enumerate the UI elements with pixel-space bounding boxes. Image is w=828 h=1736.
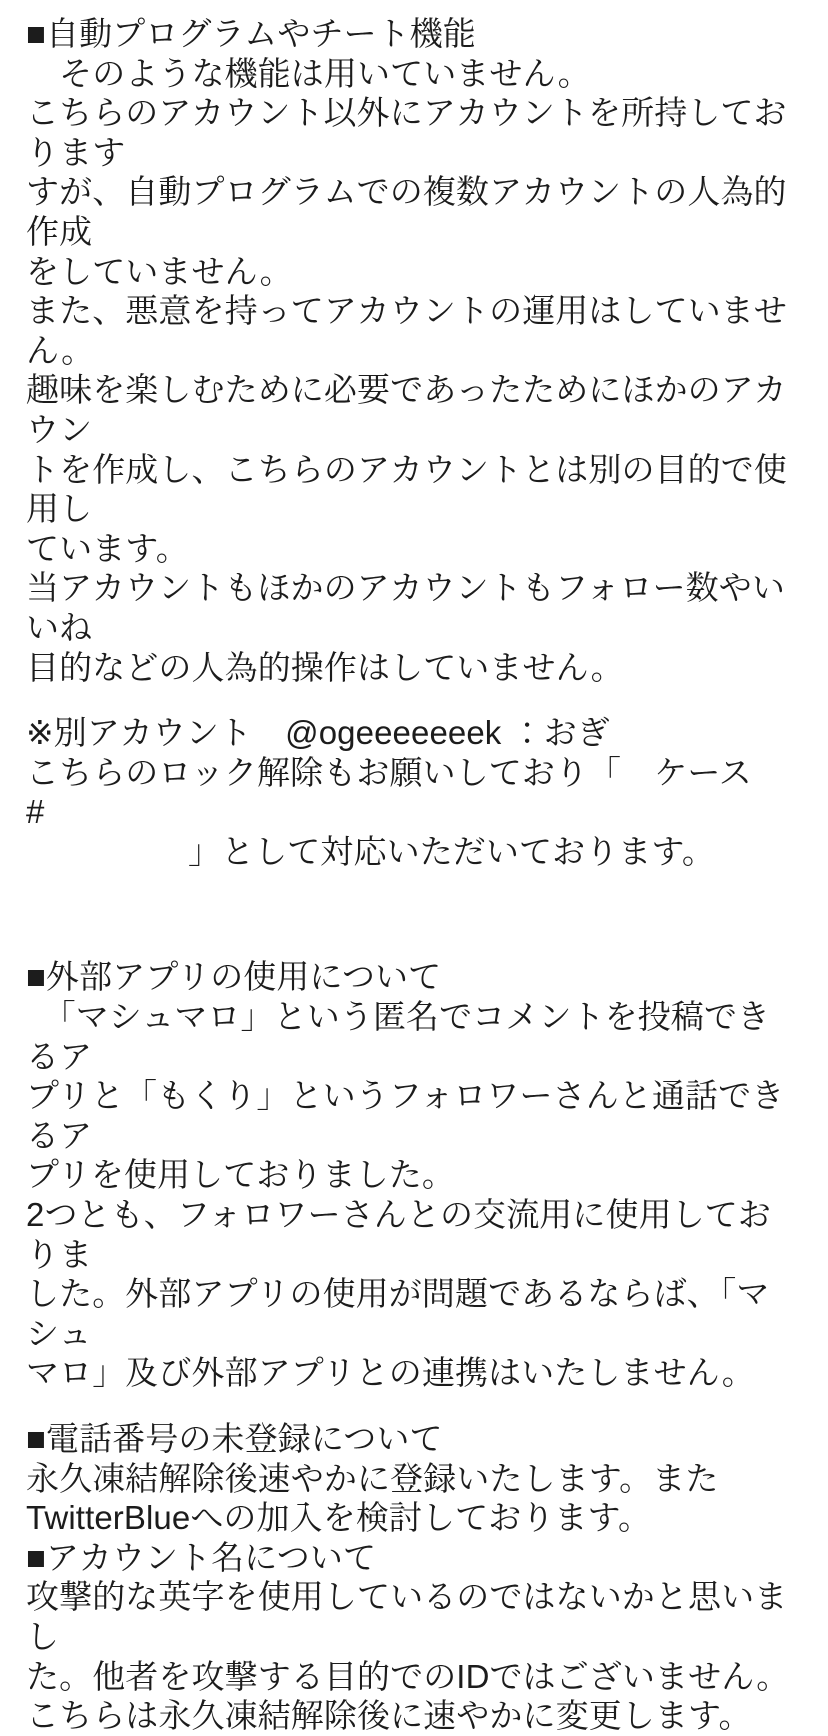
- section-account-name: [26, 1538, 802, 1736]
- paragraph-line: こちらのロック解除もお願いしており「 ケース #: [26, 753, 785, 831]
- paragraph-line: プリを使用しておりました。: [26, 1156, 455, 1194]
- section-heading-auto-program: ■自動プログラムやチート機能: [26, 15, 477, 52]
- paragraph-line: 「マシュマロ」という匿名でコメントを投稿できるア: [26, 998, 771, 1075]
- section-heading-phone-number: ■電話番号の未登録について: [26, 1420, 443, 1457]
- paragraph-line: こちらは永久凍結解除後に速やかに変更します。: [26, 1697, 752, 1735]
- paragraph-line: そのような機能は用いていません。: [26, 54, 591, 92]
- section-auto-program: [26, 14, 802, 687]
- section-gap-large: [26, 871, 802, 957]
- section-other-account: [26, 713, 802, 871]
- paragraph-line: た。他者を攻撃する目的でのIDではございません。: [26, 1657, 790, 1695]
- paragraph-line: ています。: [26, 529, 189, 567]
- section-external-apps: [26, 957, 802, 1393]
- paragraph-line: トを作成し、こちらのアカウントとは別の目的で使用し: [26, 450, 787, 528]
- section-gap: [26, 687, 802, 713]
- paragraph-line: プリと「もくり」というフォロワーさんと通話できるア: [26, 1077, 785, 1154]
- paragraph-line: 当アカウントもほかのアカウントもフォロー数やいいね: [26, 569, 785, 646]
- paragraph-line: マロ」及び外部アプリとの連携はいたしません。: [26, 1354, 755, 1392]
- paragraph-line: 永久凍結解除後速やかに登録いたします。また: [26, 1459, 719, 1497]
- paragraph-line: 攻撃的な英字を使用しているのではないかと思いまし: [26, 1578, 788, 1655]
- section-heading-account-name: ■アカウント名について: [26, 1538, 377, 1576]
- document-body: [26, 14, 802, 1736]
- paragraph-line: 趣味を楽しむために必要であったためにほかのアカウン: [26, 371, 787, 448]
- paragraph-line-indented: 」として対応いただいております。: [188, 832, 715, 870]
- section-heading-external-apps: ■外部アプリの使用について: [26, 958, 442, 996]
- paragraph-line: 目的などの人為的操作はしていません。: [26, 648, 624, 686]
- section-gap: [26, 1393, 802, 1419]
- paragraph-line: また、悪意を持ってアカウントの運用はしていません。: [26, 292, 787, 369]
- paragraph-line: すが、自動プログラムでの複数アカウントの人為的作成: [26, 173, 787, 250]
- paragraph-line: 2つとも、フォロワーさんとの交流用に使用しておりま: [26, 1196, 772, 1273]
- paragraph-line: をしていません。: [26, 252, 293, 290]
- paragraph-line: こちらのアカウント以外にアカウントを所持しております: [26, 94, 787, 171]
- paragraph-line: TwitterBlueへの加入を検討しております。: [26, 1499, 652, 1537]
- paragraph-line: した。外部アプリの使用が問題であるならば、「マシュ: [26, 1275, 770, 1352]
- section-phone-number: [26, 1419, 802, 1538]
- other-account-handle-line: ※別アカウント @ogeeeeeeek ：おぎ: [26, 714, 610, 752]
